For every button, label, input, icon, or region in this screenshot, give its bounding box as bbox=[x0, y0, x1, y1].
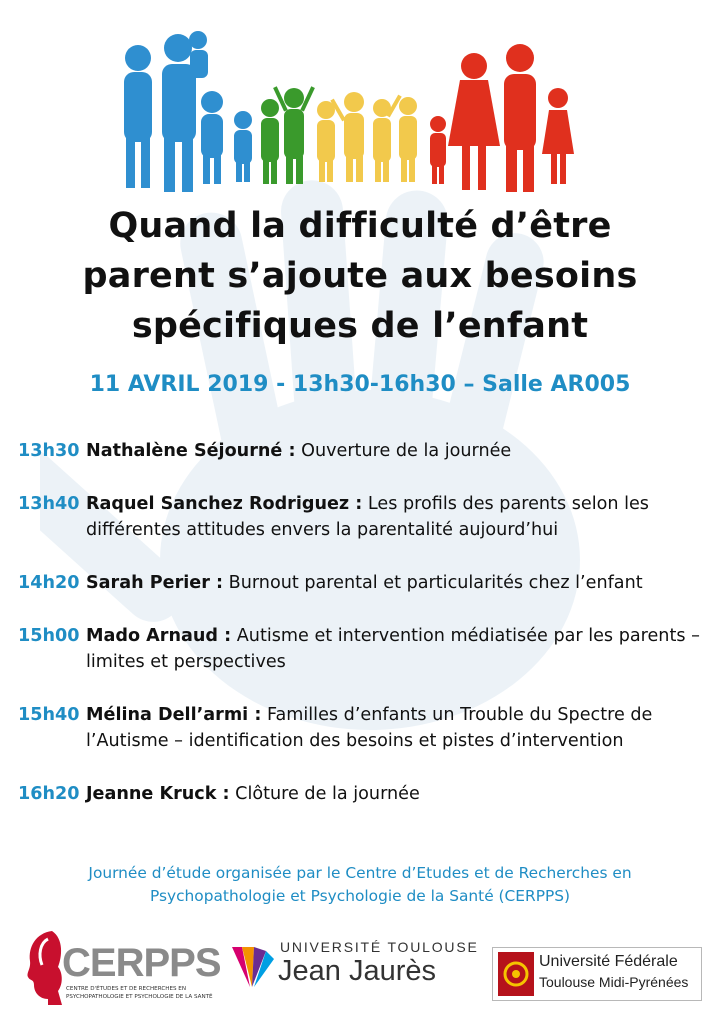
event-date-time-room: 11 AVRIL 2019 - 13h30-16h30 – Salle AR005 bbox=[89, 372, 631, 397]
cerpps-profile-icon bbox=[22, 927, 66, 1007]
program-speaker: Nathalène Séjourné : bbox=[86, 441, 296, 461]
program-item bbox=[18, 570, 708, 596]
family-silhouettes-icon bbox=[110, 28, 600, 198]
uftmp-logo bbox=[492, 947, 702, 1001]
organizer-note-line-2: Psychopathologie et Psychologie de la Santé (CERPPS) bbox=[149, 887, 571, 905]
program-speaker: Sarah Perier : bbox=[86, 573, 224, 593]
program-topic: Les profils des parents selon les différentes attitudes envers la parentalité aujourd’hui bbox=[86, 494, 649, 540]
uftmp-name: Université Fédérale bbox=[539, 953, 678, 970]
program-topic: Autisme et intervention médiatisée par les parents – limites et perspectives bbox=[86, 626, 700, 672]
cerpps-wordmark: CERPPS bbox=[62, 941, 221, 985]
ut2j-name-main: Jean Jaurès bbox=[278, 955, 436, 987]
program-topic: Burnout parental et particularités chez l’enfant bbox=[223, 573, 643, 593]
program-speaker: Mado Arnaud : bbox=[86, 626, 232, 646]
program-time: 15h00 bbox=[18, 626, 80, 646]
ut2j-emblem-icon bbox=[228, 937, 276, 997]
program-time: 15h40 bbox=[18, 705, 80, 725]
program-topic: Familles d’enfants un Trouble du Spectre de l’Autisme – identification des besoins et pistes d’intervention bbox=[86, 705, 653, 751]
uftmp-emblem-icon bbox=[498, 952, 534, 996]
program-time: 16h20 bbox=[18, 784, 80, 804]
organizer-note-line-1: Journée d’étude organisée par le Centre d’Etudes et de Recherches en bbox=[88, 864, 632, 882]
program-topic: Clôture de la journée bbox=[229, 784, 420, 804]
uftmp-region: Toulouse Midi-Pyrénées bbox=[539, 974, 689, 990]
program-item bbox=[18, 702, 708, 754]
program-speaker: Mélina Dell’armi : bbox=[86, 705, 262, 725]
program-item bbox=[18, 438, 708, 464]
organizer-note bbox=[0, 862, 720, 908]
title-line-3: spécifiques de l’enfant bbox=[131, 306, 589, 346]
program-speaker: Jeanne Kruck : bbox=[86, 784, 230, 804]
program-item bbox=[18, 781, 708, 807]
partner-logos bbox=[0, 925, 720, 1015]
program-item bbox=[18, 491, 708, 543]
title-line-2: parent s’ajoute aux besoins bbox=[82, 256, 638, 296]
program-speaker: Raquel Sanchez Rodriguez : bbox=[86, 494, 363, 514]
cerpps-subtitle: CENTRE D'ÉTUDES ET DE RECHERCHES EN PSYCHOPATHOLOGIE ET PSYCHOLOGIE DE LA SANTÉ bbox=[66, 986, 213, 1000]
ut2j-logo bbox=[228, 933, 488, 1003]
cerpps-logo bbox=[22, 927, 222, 1007]
program-list bbox=[18, 438, 708, 834]
program-time: 14h20 bbox=[18, 573, 80, 593]
program-item bbox=[18, 623, 708, 675]
title-line-1: Quand la difficulté d’être bbox=[108, 206, 612, 246]
program-topic: Ouverture de la journée bbox=[295, 441, 512, 461]
program-time: 13h30 bbox=[18, 441, 80, 461]
program-time: 13h40 bbox=[18, 494, 80, 514]
ut2j-name-top: UNIVERSITÉ TOULOUSE bbox=[280, 939, 479, 955]
